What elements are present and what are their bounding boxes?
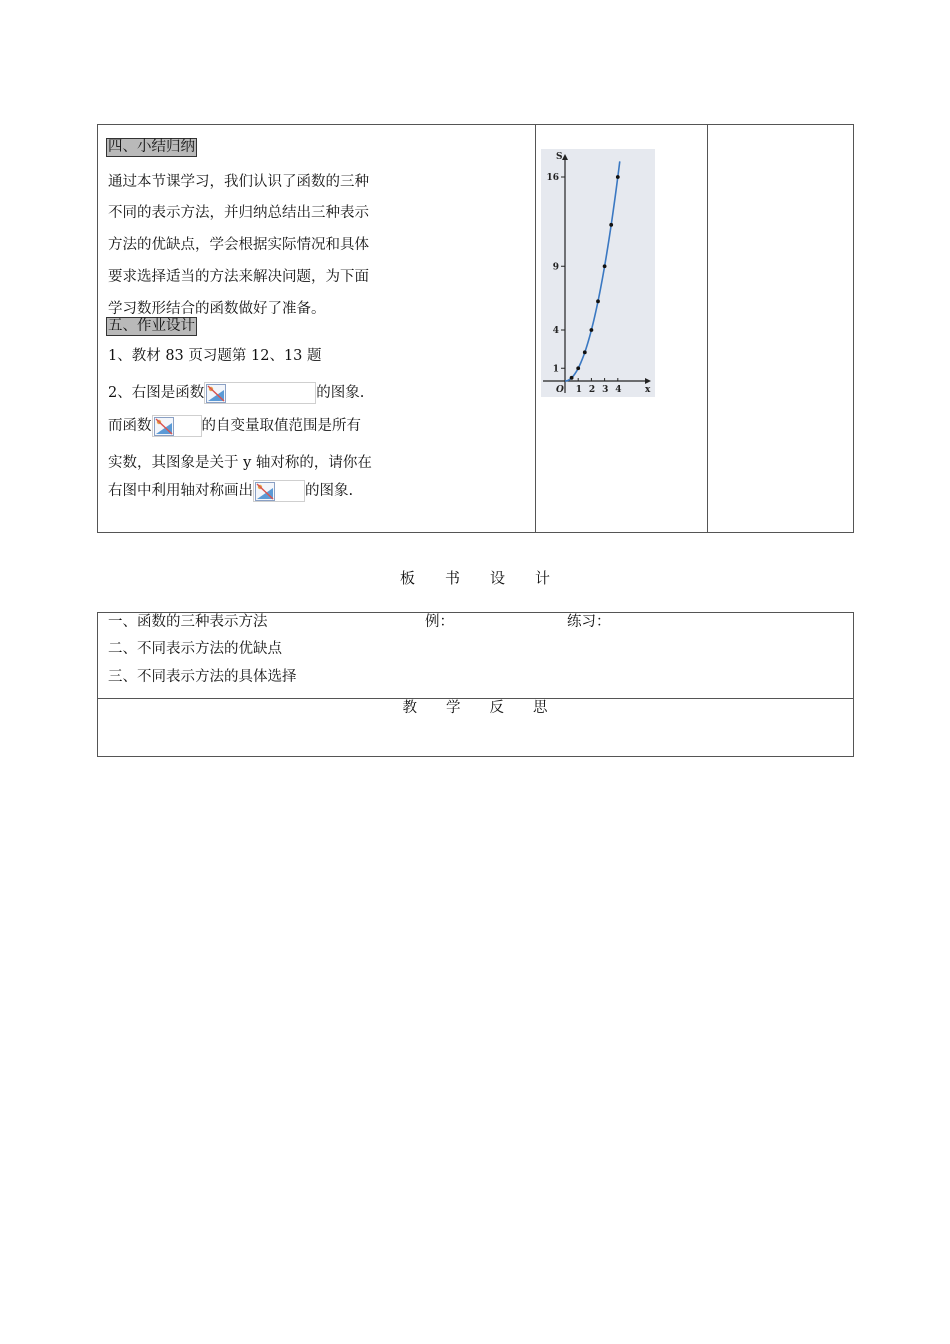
data-point xyxy=(596,299,600,303)
homework-2-suffix: 的图象. xyxy=(316,385,365,401)
section5-heading: 五、作业设计 xyxy=(108,318,195,334)
section4-heading: 四、小结归纳 xyxy=(108,139,195,155)
homework-1: 1、教材 83 页习题第 12、13 题 xyxy=(108,348,322,364)
summary-line-4: 要求选择适当的方法来解决问题，为下面 xyxy=(108,269,369,285)
homework-5-prefix: 右图中利用轴对称画出 xyxy=(108,483,253,499)
y-axis-label: S xyxy=(556,152,563,162)
y-tick-label: 1 xyxy=(552,364,559,375)
x-tick-label: 1 xyxy=(575,385,582,395)
board-row-3: 三、不同表示方法的具体选择 xyxy=(108,669,297,685)
data-point xyxy=(616,175,620,179)
function-graph xyxy=(541,149,655,397)
board-design-title: 板 书 设 计 xyxy=(399,569,550,587)
summary-line-3: 方法的优缺点，学会根据实际情况和具体 xyxy=(108,237,369,253)
homework-4: 实数，其图象是关于 y 轴对称的，请你在 xyxy=(108,455,372,471)
origin-label: O xyxy=(556,385,564,395)
y-tick-label: 4 xyxy=(552,326,559,336)
homework-3-prefix: 而函数 xyxy=(108,418,152,434)
chart-background xyxy=(541,149,655,397)
homework-2 xyxy=(108,382,364,404)
broken-image-icon xyxy=(206,384,226,403)
summary-line-5: 学习数形结合的函数做好了准备。 xyxy=(108,301,326,317)
x-tick-label: 4 xyxy=(615,385,622,395)
table-divider-left xyxy=(535,124,536,533)
homework-5-suffix: 的图象. xyxy=(305,483,354,499)
summary-line-1: 通过本节课学习，我们认识了函数的三种 xyxy=(108,174,369,190)
data-point xyxy=(576,366,580,370)
x-axis-label: x xyxy=(645,385,651,395)
board-row-1: 一、函数的三种表示方法 xyxy=(108,614,268,630)
homework-3 xyxy=(108,415,361,437)
homework-2-prefix: 2、右图是函数 xyxy=(108,385,205,401)
reflection-title: 教 学 反 思 xyxy=(402,700,548,716)
x-tick-label: 3 xyxy=(602,385,609,395)
data-point xyxy=(583,350,587,354)
homework-3-suffix: 的自变量取值范围是所有 xyxy=(201,418,361,434)
data-point xyxy=(570,376,574,380)
formula-image-placeholder xyxy=(204,382,316,404)
formula-image-placeholder xyxy=(253,480,305,502)
x-tick-label: 2 xyxy=(588,385,596,395)
data-point xyxy=(603,264,607,268)
data-point xyxy=(609,223,613,227)
formula-image-placeholder xyxy=(152,415,202,437)
y-tick-label: 9 xyxy=(552,262,559,273)
broken-image-icon xyxy=(154,417,174,436)
board-row-2: 二、不同表示方法的优缺点 xyxy=(108,641,282,657)
example-label: 例： xyxy=(425,614,454,630)
data-point xyxy=(590,328,594,332)
y-tick-label: 16 xyxy=(546,173,559,183)
summary-line-2: 不同的表示方法，并归纳总结出三种表示 xyxy=(108,205,369,221)
broken-image-icon xyxy=(255,482,275,501)
practice-label: 练习： xyxy=(567,614,611,630)
table-divider-right xyxy=(707,124,708,533)
homework-5 xyxy=(108,480,353,502)
